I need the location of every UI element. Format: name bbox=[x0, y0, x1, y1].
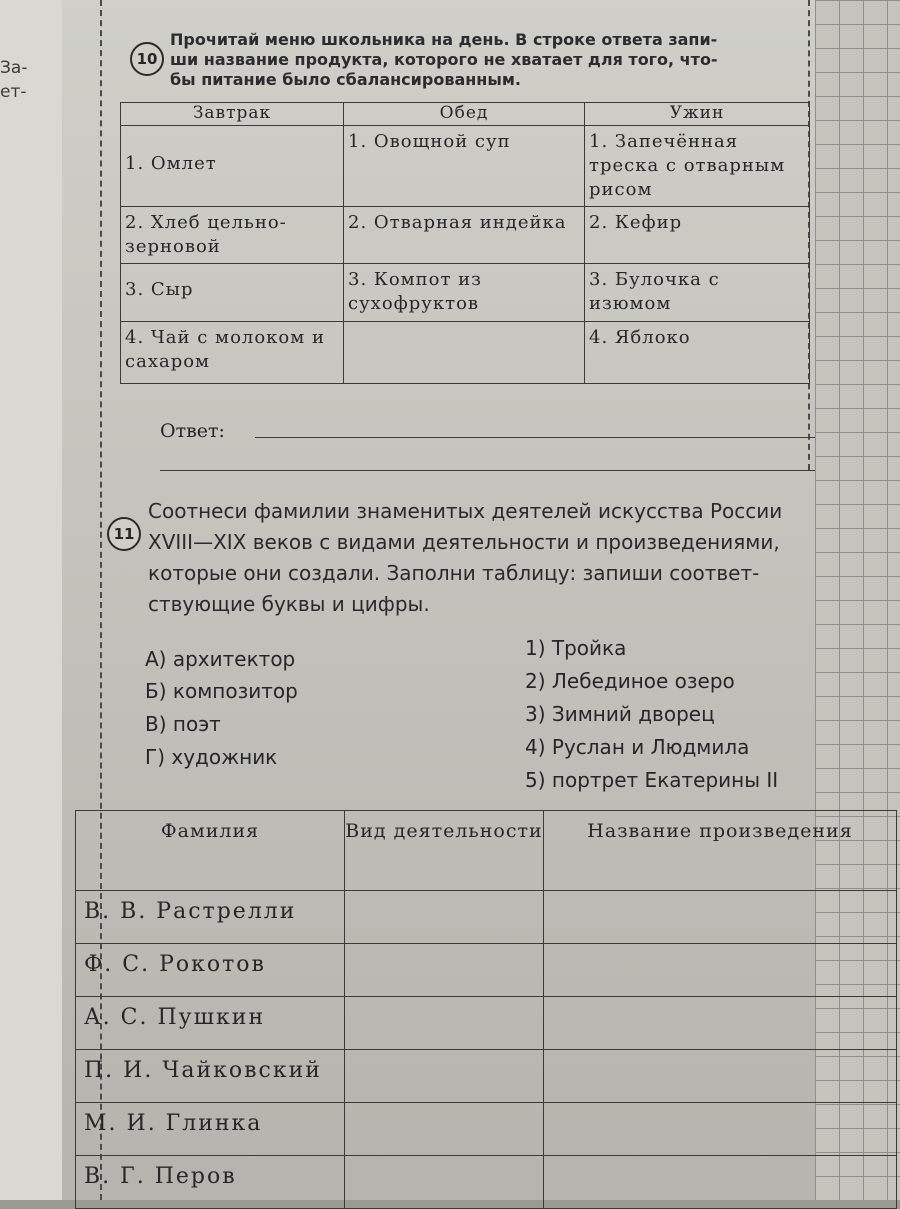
activity-answer-cell[interactable] bbox=[345, 891, 544, 944]
activity-answer-cell[interactable] bbox=[345, 944, 544, 997]
artist-name: М. И. Глинка bbox=[76, 1103, 345, 1156]
artists-row bbox=[76, 1103, 897, 1156]
menu-header-dinner: Ужин bbox=[585, 103, 810, 126]
menu-cell: 2. Хлеб цельно-зерновой bbox=[121, 207, 344, 264]
menu-cell: 1. Овощной суп bbox=[344, 126, 585, 207]
artist-name: В. В. Растрелли bbox=[76, 891, 345, 944]
question-11-line: которые они создали. Заполни таблицу: запиши соответ- bbox=[148, 561, 760, 585]
artist-name: П. И. Чайковский bbox=[76, 1050, 345, 1103]
activity-option: Г) художник bbox=[145, 745, 278, 769]
work-option: 5) портрет Екатерины II bbox=[525, 768, 779, 792]
answer-label: Ответ: bbox=[160, 420, 225, 442]
activity-answer-cell[interactable] bbox=[345, 1103, 544, 1156]
work-answer-cell[interactable] bbox=[544, 944, 897, 997]
menu-header-lunch: Обед bbox=[344, 103, 585, 126]
menu-cell: 3. Компот из сухофруктов bbox=[344, 264, 585, 322]
question-10-text bbox=[170, 30, 800, 90]
activity-option: Б) композитор bbox=[145, 679, 298, 703]
left-page-edge bbox=[0, 0, 63, 1200]
artists-row bbox=[76, 891, 897, 944]
activity-option: А) архитектор bbox=[145, 647, 296, 671]
menu-header-row bbox=[121, 103, 810, 126]
menu-row bbox=[121, 126, 810, 207]
work-answer-cell[interactable] bbox=[544, 997, 897, 1050]
menu-cell: 1. Запечённая треска с отварным рисом bbox=[585, 126, 810, 207]
work-option: 1) Тройка bbox=[525, 636, 627, 660]
artists-table bbox=[75, 810, 897, 1209]
activity-answer-cell[interactable] bbox=[345, 997, 544, 1050]
artist-name: В. Г. Перов bbox=[76, 1156, 345, 1209]
artists-row bbox=[76, 1050, 897, 1103]
menu-row bbox=[121, 207, 810, 264]
menu-row bbox=[121, 264, 810, 322]
work-answer-cell[interactable] bbox=[544, 1156, 897, 1209]
question-11-number: 11 bbox=[107, 517, 141, 551]
work-answer-cell[interactable] bbox=[544, 1103, 897, 1156]
question-10-line: Прочитай меню школьника на день. В строке ответа запи- bbox=[170, 30, 718, 49]
menu-cell: 3. Сыр bbox=[121, 264, 344, 322]
menu-header-breakfast: Завтрак bbox=[121, 103, 344, 126]
artist-name: А. С. Пушкин bbox=[76, 997, 345, 1050]
artists-row bbox=[76, 997, 897, 1050]
artists-header-surname: Фамилия bbox=[76, 811, 345, 891]
activity-answer-cell[interactable] bbox=[345, 1050, 544, 1103]
work-answer-cell[interactable] bbox=[544, 1050, 897, 1103]
question-10-number: 10 bbox=[130, 42, 164, 76]
menu-cell: 3. Булочка с изюмом bbox=[585, 264, 810, 322]
question-11-text bbox=[148, 496, 818, 620]
work-option: 4) Руслан и Людмила bbox=[525, 735, 750, 759]
menu-cell: 4. Яблоко bbox=[585, 322, 810, 384]
artists-header-work: Название произведения bbox=[544, 811, 897, 891]
question-10-line: бы питание было сбалансированным. bbox=[170, 70, 521, 89]
menu-row bbox=[121, 322, 810, 384]
question-11-line: ствующие буквы и цифры. bbox=[148, 592, 430, 616]
left-page-fragment: ет- bbox=[0, 82, 27, 102]
artists-row bbox=[76, 1156, 897, 1209]
question-11-line: XVIII—XIX веков с видами деятельности и произведениями, bbox=[148, 530, 780, 554]
menu-cell: 2. Кефир bbox=[585, 207, 810, 264]
left-page-fragment: За- bbox=[0, 58, 28, 78]
activity-answer-cell[interactable] bbox=[345, 1156, 544, 1209]
menu-cell: 4. Чай с молоком и сахаром bbox=[121, 322, 344, 384]
menu-cell: 2. Отварная индейка bbox=[344, 207, 585, 264]
question-11-line: Соотнеси фамилии знаменитых деятелей искусства России bbox=[148, 499, 783, 523]
menu-cell-empty bbox=[344, 322, 585, 384]
activity-option: В) поэт bbox=[145, 712, 221, 736]
question-10-line: ши название продукта, которого не хватает для того, что- bbox=[170, 50, 718, 69]
artists-header-row bbox=[76, 811, 897, 891]
artist-name: Ф. С. Рокотов bbox=[76, 944, 345, 997]
answer-line[interactable] bbox=[160, 470, 815, 471]
artists-header-activity: Вид деятельности bbox=[345, 811, 544, 891]
artists-row bbox=[76, 944, 897, 997]
answer-line[interactable] bbox=[255, 437, 815, 438]
work-answer-cell[interactable] bbox=[544, 891, 897, 944]
menu-cell: 1. Омлет bbox=[121, 126, 344, 207]
work-option: 3) Зимний дворец bbox=[525, 702, 715, 726]
work-option: 2) Лебединое озеро bbox=[525, 669, 735, 693]
menu-table bbox=[120, 102, 810, 384]
